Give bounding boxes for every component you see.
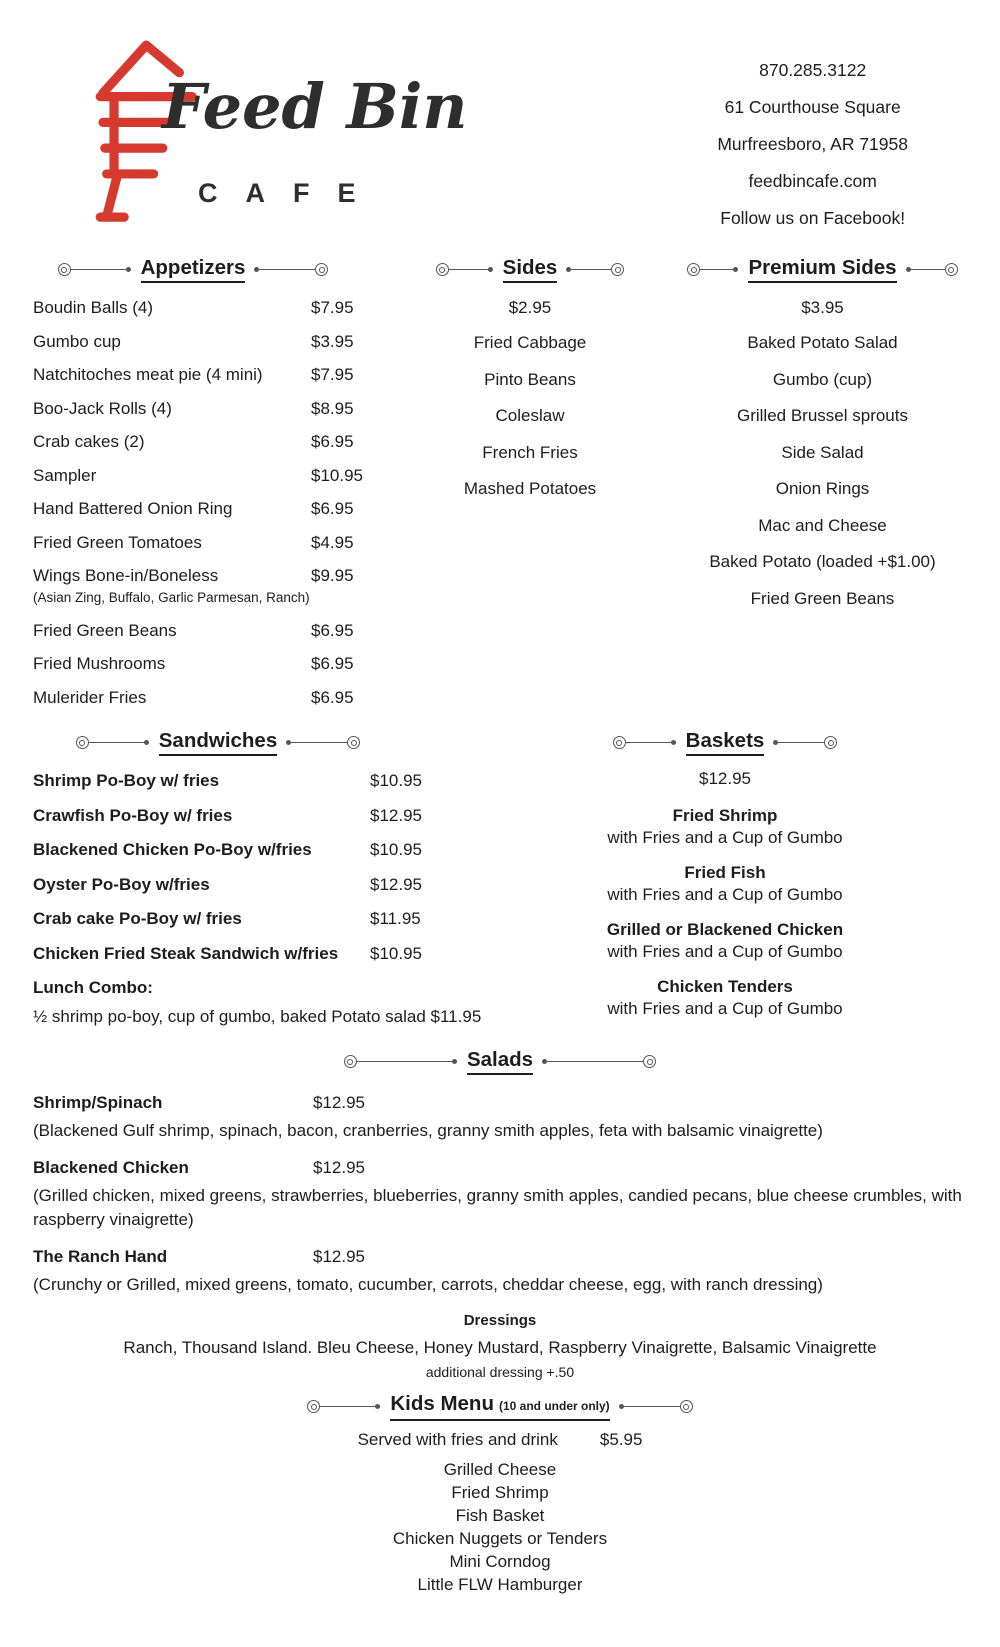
salad-name: Shrimp/Spinach xyxy=(33,1093,163,1112)
baskets-price: $12.95 xyxy=(699,769,751,788)
salads-section xyxy=(0,1048,1000,1297)
menu-item xyxy=(33,909,560,929)
kids-menu-title-group xyxy=(390,1392,609,1421)
kids-menu-item: Little FLW Hamburger xyxy=(417,1575,583,1594)
menu-item xyxy=(33,566,405,586)
menu-item xyxy=(33,332,405,352)
premium-side-item: Mac and Cheese xyxy=(758,515,887,535)
section-title-baskets: Baskets xyxy=(686,729,765,756)
menu-item xyxy=(33,944,560,964)
premium-sides-header xyxy=(655,256,990,283)
menu-item-name: Boudin Balls (4) xyxy=(33,298,154,317)
salad-name: Blackened Chicken xyxy=(33,1158,189,1177)
section-title-salads: Salads xyxy=(467,1048,533,1075)
section-title-premium-sides: Premium Sides xyxy=(748,256,896,283)
contact-info xyxy=(717,52,908,252)
menu-item-name: Crab cake Po-Boy w/ fries xyxy=(33,909,242,928)
menu-item-price: $12.95 xyxy=(370,874,422,894)
premium-side-item: Baked Potato (loaded +$1.00) xyxy=(709,552,936,571)
menu-item xyxy=(33,533,405,553)
flourish-left-icon xyxy=(58,263,131,276)
menu-item xyxy=(33,466,405,486)
menu-item-price: $7.95 xyxy=(311,298,354,317)
premium-sides-price: $3.95 xyxy=(801,298,844,317)
menu-item-name: Gumbo cup xyxy=(33,331,121,351)
menu-item-name: Natchitoches meat pie (4 mini) xyxy=(33,365,263,384)
menu-item xyxy=(33,875,560,895)
menu-item-name: Oyster Po-Boy w/fries xyxy=(33,874,210,894)
salad-price: $12.95 xyxy=(313,1093,365,1112)
sides-price: $2.95 xyxy=(508,298,552,317)
baskets-section xyxy=(560,729,890,1034)
menu-item-name: Mulerider Fries xyxy=(33,687,147,707)
salad-price: $12.95 xyxy=(313,1158,365,1177)
dressings-section xyxy=(0,1312,1000,1380)
menu-item-name: Fried Mushrooms xyxy=(33,654,166,673)
menu-item xyxy=(33,1093,967,1113)
menu-item xyxy=(33,1247,967,1267)
menu-item-price: $6.95 xyxy=(311,432,354,451)
logo xyxy=(80,28,520,238)
brand-name: Feed Bin xyxy=(162,70,468,143)
basket-item-name: Fried Shrimp xyxy=(672,806,778,825)
side-item: French Fries xyxy=(482,442,578,462)
menu-item-name: Wings Bone-in/Boneless xyxy=(33,566,219,585)
flourish-right-icon xyxy=(620,1400,693,1413)
website: feedbincafe.com xyxy=(748,171,877,191)
premium-side-item: Side Salad xyxy=(781,442,864,462)
menu-item xyxy=(33,298,405,318)
menu-item xyxy=(33,432,405,452)
menu-item-price: $12.95 xyxy=(370,805,422,825)
sandwiches-section xyxy=(33,729,560,1034)
menu-item-name: Boo-Jack Rolls (4) xyxy=(33,398,172,418)
menu-item xyxy=(33,365,405,385)
side-item: Coleslaw xyxy=(495,406,565,425)
kids-menu-item: Fried Shrimp xyxy=(451,1483,549,1502)
baskets-header xyxy=(560,729,890,756)
lunch-combo-label: Lunch Combo: xyxy=(33,978,153,997)
menu-item-price: $9.95 xyxy=(311,566,354,585)
flourish-right-icon xyxy=(907,263,958,276)
kids-menu-served-line xyxy=(0,1430,1000,1450)
section-title-sandwiches: Sandwiches xyxy=(159,729,278,756)
lunch-combo-description: ½ shrimp po-boy, cup of gumbo, baked Potato salad $11.95 xyxy=(33,1007,482,1026)
address-line-2: Murfreesboro, AR 71958 xyxy=(717,134,908,154)
salad-name: The Ranch Hand xyxy=(33,1247,168,1266)
menu-item xyxy=(33,806,560,826)
menu-item xyxy=(33,621,405,641)
dressings-list: Ranch, Thousand Island. Bleu Cheese, Honey Mustard, Raspberry Vinaigrette, Balsamic Vinaigrette xyxy=(123,1338,877,1357)
side-item: Mashed Potatoes xyxy=(463,479,597,498)
facebook-note: Follow us on Facebook! xyxy=(720,208,906,228)
menu-item-price: $8.95 xyxy=(311,398,354,418)
premium-sides-section xyxy=(655,256,990,721)
flourish-right-icon xyxy=(287,736,360,749)
flourish-right-icon xyxy=(774,736,837,749)
flourish-left-icon xyxy=(307,1400,380,1413)
flourish-right-icon xyxy=(567,263,624,276)
premium-side-item: Onion Rings xyxy=(775,479,870,498)
premium-side-item: Gumbo (cup) xyxy=(772,369,873,389)
sides-section xyxy=(405,256,655,721)
kids-menu-item: Grilled Cheese xyxy=(443,1460,557,1479)
menu-item xyxy=(33,840,560,860)
premium-side-item: Baked Potato Salad xyxy=(747,333,898,352)
menu-item-name: Crawfish Po-Boy w/ fries xyxy=(33,805,233,825)
section-title-sides: Sides xyxy=(503,256,558,283)
flourish-left-icon xyxy=(436,263,493,276)
salad-price: $12.95 xyxy=(313,1247,365,1266)
menu-item-price: $10.95 xyxy=(370,943,422,963)
middle-sections xyxy=(0,729,1000,1034)
menu-item-price: $7.95 xyxy=(311,365,354,384)
menu-item xyxy=(33,399,405,419)
menu-item xyxy=(33,654,405,674)
kids-menu-price: $5.95 xyxy=(599,1430,643,1449)
kids-menu-section xyxy=(0,1392,1000,1596)
menu-item-price: $10.95 xyxy=(370,771,422,790)
menu-item-price: $11.95 xyxy=(370,909,421,928)
section-title-appetizers: Appetizers xyxy=(141,256,246,283)
kids-menu-restriction: (10 and under only) xyxy=(498,1399,610,1413)
flourish-left-icon xyxy=(613,736,676,749)
menu-item-price: $10.95 xyxy=(370,840,422,859)
menu-item-price: $4.95 xyxy=(311,532,354,552)
menu-item-price: $6.95 xyxy=(311,654,354,673)
address-line-1: 61 Courthouse Square xyxy=(724,97,901,117)
dressings-note: additional dressing +.50 xyxy=(425,1364,575,1380)
kids-menu-item: Chicken Nuggets or Tenders xyxy=(392,1529,608,1548)
menu-item-name: Chicken Fried Steak Sandwich w/fries xyxy=(33,943,339,963)
side-item: Fried Cabbage xyxy=(473,333,587,352)
menu-item xyxy=(33,771,560,791)
menu-item xyxy=(33,688,405,708)
appetizers-header xyxy=(33,256,353,283)
menu-item-name: Shrimp Po-Boy w/ fries xyxy=(33,771,220,790)
flourish-right-icon xyxy=(255,263,328,276)
flourish-left-icon xyxy=(76,736,149,749)
kids-menu-header xyxy=(0,1392,1000,1421)
flourish-left-icon xyxy=(687,263,738,276)
menu-item-name: Fried Green Tomatoes xyxy=(33,532,202,552)
brand-subtitle: CAFE xyxy=(198,178,384,208)
side-item: Pinto Beans xyxy=(484,369,576,389)
menu-item-name: Blackened Chicken Po-Boy w/fries xyxy=(33,840,312,859)
salad-description: (Grilled chicken, mixed greens, strawberries, blueberries, granny smith apples, candied pecans, blue cheese crumbles, with raspberry vinaigrette) xyxy=(33,1186,962,1229)
menu-item-price: $6.95 xyxy=(311,499,354,518)
menu-item-name: Fried Green Beans xyxy=(33,620,177,640)
salads-header xyxy=(33,1048,967,1075)
menu-item-name: Crab cakes (2) xyxy=(33,432,145,451)
header xyxy=(0,0,1000,252)
flourish-left-icon xyxy=(344,1055,457,1068)
basket-item xyxy=(560,806,890,848)
menu-item-price: $6.95 xyxy=(311,620,354,640)
basket-item-description: with Fries and a Cup of Gumbo xyxy=(607,885,843,904)
appetizers-section xyxy=(33,256,405,721)
menu-item xyxy=(33,1158,967,1178)
menu-item-name: Hand Battered Onion Ring xyxy=(33,499,233,518)
menu-item-price: $10.95 xyxy=(311,465,363,485)
kids-menu-item: Mini Corndog xyxy=(449,1552,551,1571)
phone-number: 870.285.3122 xyxy=(759,60,867,80)
premium-side-item: Grilled Brussel sprouts xyxy=(736,406,908,425)
basket-item-description: with Fries and a Cup of Gumbo xyxy=(607,942,843,961)
menu-item-price: $3.95 xyxy=(311,331,354,351)
top-sections xyxy=(0,256,1000,721)
sides-header xyxy=(405,256,655,283)
kids-served-text: Served with fries and drink xyxy=(357,1430,558,1449)
section-title-kids-menu: Kids Menu xyxy=(390,1392,494,1415)
salad-description: (Blackened Gulf shrimp, spinach, bacon, cranberries, granny smith apples, feta with balsamic vinaigrette) xyxy=(33,1121,823,1140)
salad-description: (Crunchy or Grilled, mixed greens, tomato, cucumber, carrots, cheddar cheese, egg, with ranch dressing) xyxy=(33,1275,823,1294)
basket-item-name: Chicken Tenders xyxy=(657,977,793,996)
premium-side-item: Fried Green Beans xyxy=(750,588,895,608)
kids-menu-item: Fish Basket xyxy=(455,1506,545,1525)
basket-item xyxy=(560,977,890,1019)
basket-item-name: Fried Fish xyxy=(684,863,766,882)
basket-item-description: with Fries and a Cup of Gumbo xyxy=(607,999,843,1018)
sandwiches-header xyxy=(33,729,403,756)
basket-item xyxy=(560,920,890,962)
basket-item-name: Grilled or Blackened Chicken xyxy=(606,920,844,939)
dressings-title: Dressings xyxy=(463,1312,537,1329)
wings-flavors-note: (Asian Zing, Buffalo, Garlic Parmesan, Ranch) xyxy=(33,589,310,605)
menu-item-name: Sampler xyxy=(33,465,97,485)
flourish-right-icon xyxy=(543,1055,656,1068)
basket-item xyxy=(560,863,890,905)
basket-item-description: with Fries and a Cup of Gumbo xyxy=(607,828,843,847)
menu-item xyxy=(33,499,405,519)
menu-item-price: $6.95 xyxy=(311,687,354,707)
